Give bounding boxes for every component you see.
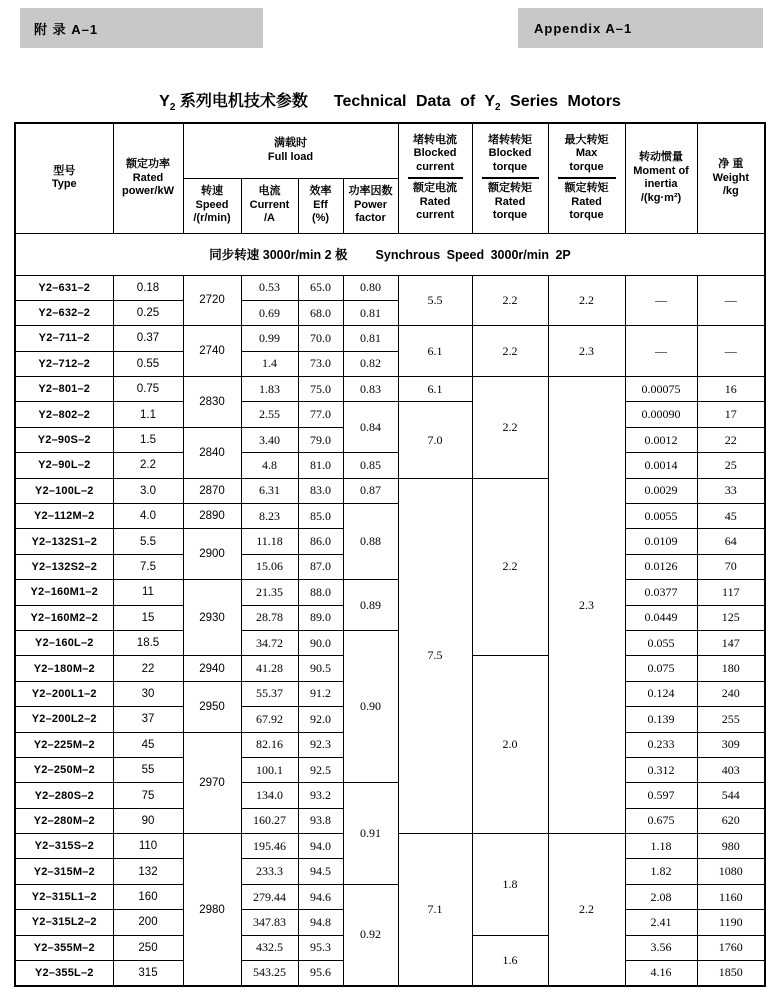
blocked-torque-cell: 2.2 [472,275,548,326]
col-header-max-torque: 最大转矩 Max torque 额定转矩 Rated torque [548,123,625,233]
power-cell: 110 [113,834,183,859]
eff-cell: 93.8 [298,808,343,833]
type-cell: Y2–280S–2 [15,783,113,808]
weight-cell: 17 [697,402,765,427]
col-header-power: 额定功率 Rated power/kW [113,123,183,233]
inertia-cell: 1.18 [625,834,697,859]
col-header-blocked-current: 堵转电流 Blocked current 额定电流 Rated current [398,123,472,233]
power-cell: 1.5 [113,427,183,452]
weight-cell: 309 [697,732,765,757]
inertia-cell: 2.08 [625,884,697,909]
power-factor-cell: 0.81 [343,300,398,325]
max-torque-cell: 2.2 [548,275,625,326]
power-cell: 0.25 [113,300,183,325]
speed-cell: 2980 [183,834,241,986]
inertia-cell: 0.312 [625,757,697,782]
power-cell: 75 [113,783,183,808]
type-cell: Y2–250M–2 [15,757,113,782]
type-cell: Y2–315L1–2 [15,884,113,909]
weight-cell: 180 [697,656,765,681]
blocked-current-cell: 6.1 [398,377,472,402]
speed-cell: 2930 [183,580,241,656]
current-cell: 4.8 [241,453,298,478]
power-cell: 37 [113,707,183,732]
type-cell: Y2–90L–2 [15,453,113,478]
power-cell: 0.37 [113,326,183,351]
blocked-torque-cell: 2.2 [472,326,548,377]
current-cell: 2.55 [241,402,298,427]
inertia-cell: 2.41 [625,910,697,935]
speed-cell: 2720 [183,275,241,326]
power-factor-cell: 0.83 [343,377,398,402]
eff-cell: 90.5 [298,656,343,681]
type-cell: Y2–631–2 [15,275,113,300]
power-factor-cell: 0.85 [343,453,398,478]
inertia-cell: 0.675 [625,808,697,833]
inertia-cell: 0.124 [625,681,697,706]
power-factor-cell: 0.87 [343,478,398,503]
power-cell: 0.55 [113,351,183,376]
blocked-current-cell: 6.1 [398,326,472,377]
table-row [15,783,765,808]
power-factor-cell: 0.89 [343,580,398,631]
weight-cell: 980 [697,834,765,859]
power-cell: 160 [113,884,183,909]
current-cell: 15.06 [241,554,298,579]
power-cell: 315 [113,961,183,986]
type-cell: Y2–132S1–2 [15,529,113,554]
motor-data-table [14,122,766,987]
inertia-cell: — [625,275,697,326]
table-row [15,326,765,351]
weight-cell: 1190 [697,910,765,935]
speed-cell: 2940 [183,656,241,681]
speed-cell: 2970 [183,732,241,834]
speed-cell: 2900 [183,529,241,580]
type-cell: Y2–315M–2 [15,859,113,884]
type-cell: Y2–315S–2 [15,834,113,859]
col-header-type: 型号 Type [15,123,113,233]
max-torque-cell: 2.3 [548,326,625,377]
current-cell: 195.46 [241,834,298,859]
eff-cell: 77.0 [298,402,343,427]
inertia-cell: 0.0029 [625,478,697,503]
weight-cell: 147 [697,630,765,655]
weight-cell: 544 [697,783,765,808]
weight-cell: 1760 [697,935,765,960]
current-cell: 1.83 [241,377,298,402]
inertia-cell: 0.055 [625,630,697,655]
current-cell: 0.99 [241,326,298,351]
table-body [15,233,765,986]
eff-cell: 89.0 [298,605,343,630]
power-cell: 55 [113,757,183,782]
weight-cell: 240 [697,681,765,706]
table-row [15,453,765,478]
inertia-cell: 0.0012 [625,427,697,452]
fraction-bar [482,177,539,179]
weight-cell: 403 [697,757,765,782]
blocked-torque-cell: 2.0 [472,656,548,834]
inertia-cell: 4.16 [625,961,697,986]
eff-cell: 75.0 [298,377,343,402]
weight-cell: 117 [697,580,765,605]
type-cell: Y2–711–2 [15,326,113,351]
inertia-cell: — [625,326,697,377]
eff-cell: 95.6 [298,961,343,986]
inertia-cell: 0.00090 [625,402,697,427]
inertia-cell: 0.139 [625,707,697,732]
eff-cell: 86.0 [298,529,343,554]
power-factor-cell: 0.88 [343,504,398,580]
col-header-full-load: 满载时 Full load [183,123,398,178]
current-cell: 82.16 [241,732,298,757]
weight-cell: 70 [697,554,765,579]
power-cell: 45 [113,732,183,757]
inertia-cell: 0.0109 [625,529,697,554]
speed-cell: 2840 [183,427,241,478]
section-title [15,233,765,275]
type-cell: Y2–100L–2 [15,478,113,503]
type-cell: Y2–802–2 [15,402,113,427]
current-cell: 21.35 [241,580,298,605]
power-cell: 2.2 [113,453,183,478]
col-header-eff: 效率 Eff (%) [298,178,343,233]
weight-cell: 45 [697,504,765,529]
power-factor-cell: 0.90 [343,630,398,782]
page-title-zh: $Y_2$ 系列电机技术参数 [159,93,308,114]
power-cell: 90 [113,808,183,833]
current-cell: 0.53 [241,275,298,300]
type-cell: Y2–132S2–2 [15,554,113,579]
power-factor-cell: 0.91 [343,783,398,885]
section-title-zh: 同步转速 3000r/min 2 极 [209,248,348,262]
current-cell: 34.72 [241,630,298,655]
eff-cell: 79.0 [298,427,343,452]
eff-cell: 92.5 [298,757,343,782]
weight-cell: 25 [697,453,765,478]
inertia-cell: 0.0055 [625,504,697,529]
current-cell: 8.23 [241,504,298,529]
appendix-label-zh: 附 录 A–1 [20,8,263,48]
power-cell: 11 [113,580,183,605]
inertia-cell: 0.0126 [625,554,697,579]
table-row [15,377,765,402]
current-cell: 100.1 [241,757,298,782]
col-header-blocked-torque: 堵转转矩 Blocked torque 额定转矩 Rated torque [472,123,548,233]
eff-cell: 94.0 [298,834,343,859]
inertia-cell: 0.0449 [625,605,697,630]
type-cell: Y2–315L2–2 [15,910,113,935]
current-cell: 1.4 [241,351,298,376]
power-cell: 132 [113,859,183,884]
speed-cell: 2950 [183,681,241,732]
power-cell: 22 [113,656,183,681]
type-cell: Y2–200L1–2 [15,681,113,706]
blocked-torque-cell: 1.6 [472,935,548,986]
page-title-en: Technical Data of $Y_2$ Series Motors [333,93,621,114]
eff-cell: 88.0 [298,580,343,605]
col-header-power-factor: 功率因数 Power factor [343,178,398,233]
eff-cell: 70.0 [298,326,343,351]
eff-cell: 91.2 [298,681,343,706]
power-cell: 15 [113,605,183,630]
inertia-cell: 0.075 [625,656,697,681]
type-cell: Y2–355L–2 [15,961,113,986]
eff-cell: 68.0 [298,300,343,325]
table-row [15,478,765,503]
col-header-inertia: 转动惯量 Moment of inertia /(kg·m²) [625,123,697,233]
type-cell: Y2–90S–2 [15,427,113,452]
inertia-cell: 0.00075 [625,377,697,402]
fraction-bar [558,177,616,179]
inertia-cell: 0.0014 [625,453,697,478]
type-cell: Y2–160M2–2 [15,605,113,630]
blocked-current-cell: 7.1 [398,834,472,986]
power-factor-cell: 0.92 [343,884,398,986]
current-cell: 0.69 [241,300,298,325]
current-cell: 11.18 [241,529,298,554]
motor-data-table-wrapper [14,122,766,987]
type-cell: Y2–801–2 [15,377,113,402]
speed-cell: 2870 [183,478,241,503]
blocked-current-cell: 7.0 [398,402,472,478]
power-factor-cell: 0.84 [343,402,398,453]
page-title [0,88,780,113]
power-cell: 200 [113,910,183,935]
fraction-bar [408,177,463,179]
col-header-current: 电流 Current /A [241,178,298,233]
table-row [15,630,765,655]
inertia-cell: 0.597 [625,783,697,808]
blocked-torque-cell: 2.2 [472,478,548,656]
max-torque-cell: 2.3 [548,377,625,834]
weight-cell: 1850 [697,961,765,986]
power-cell: 250 [113,935,183,960]
inertia-cell: 1.82 [625,859,697,884]
type-cell: Y2–160L–2 [15,630,113,655]
eff-cell: 92.0 [298,707,343,732]
type-cell: Y2–112M–2 [15,504,113,529]
col-header-weight: 净 重 Weight /kg [697,123,765,233]
type-cell: Y2–180M–2 [15,656,113,681]
current-cell: 134.0 [241,783,298,808]
eff-cell: 92.3 [298,732,343,757]
power-cell: 18.5 [113,630,183,655]
table-row [15,884,765,909]
power-factor-cell: 0.81 [343,326,398,351]
eff-cell: 95.3 [298,935,343,960]
blocked-current-cell: 5.5 [398,275,472,326]
eff-cell: 90.0 [298,630,343,655]
eff-cell: 93.2 [298,783,343,808]
eff-cell: 94.8 [298,910,343,935]
inertia-cell: 0.0377 [625,580,697,605]
current-cell: 55.37 [241,681,298,706]
current-cell: 160.27 [241,808,298,833]
power-cell: 7.5 [113,554,183,579]
blocked-torque-cell: 1.8 [472,834,548,936]
current-cell: 279.44 [241,884,298,909]
blocked-current-cell: 7.5 [398,478,472,833]
current-cell: 3.40 [241,427,298,452]
current-cell: 6.31 [241,478,298,503]
power-factor-cell: 0.80 [343,275,398,300]
power-cell: 1.1 [113,402,183,427]
weight-cell: 64 [697,529,765,554]
max-torque-cell: 2.2 [548,834,625,986]
inertia-cell: 3.56 [625,935,697,960]
table-header [15,123,765,233]
col-header-speed: 转速 Speed /(r/min) [183,178,241,233]
table-row [15,504,765,529]
power-cell: 30 [113,681,183,706]
type-cell: Y2–160M1–2 [15,580,113,605]
section-row [15,233,765,275]
blocked-torque-cell: 2.2 [472,377,548,479]
speed-cell: 2890 [183,504,241,529]
eff-cell: 65.0 [298,275,343,300]
type-cell: Y2–280M–2 [15,808,113,833]
eff-cell: 94.5 [298,859,343,884]
power-factor-cell: 0.82 [343,351,398,376]
current-cell: 233.3 [241,859,298,884]
type-cell: Y2–355M–2 [15,935,113,960]
power-cell: 4.0 [113,504,183,529]
section-title-en: Synchrous Speed 3000r/min 2P [375,248,571,262]
eff-cell: 94.6 [298,884,343,909]
weight-cell: 620 [697,808,765,833]
eff-cell: 87.0 [298,554,343,579]
table-row [15,402,765,427]
weight-cell: 1160 [697,884,765,909]
table-row [15,275,765,300]
power-cell: 0.75 [113,377,183,402]
current-cell: 28.78 [241,605,298,630]
eff-cell: 81.0 [298,453,343,478]
current-cell: 347.83 [241,910,298,935]
weight-cell: — [697,275,765,326]
appendix-label-en: Appendix A–1 [518,8,763,48]
weight-cell: 125 [697,605,765,630]
type-cell: Y2–225M–2 [15,732,113,757]
eff-cell: 83.0 [298,478,343,503]
eff-cell: 85.0 [298,504,343,529]
weight-cell: 16 [697,377,765,402]
type-cell: Y2–200L2–2 [15,707,113,732]
weight-cell: 1080 [697,859,765,884]
current-cell: 41.28 [241,656,298,681]
speed-cell: 2830 [183,377,241,428]
power-cell: 5.5 [113,529,183,554]
current-cell: 67.92 [241,707,298,732]
weight-cell: 22 [697,427,765,452]
eff-cell: 73.0 [298,351,343,376]
speed-cell: 2740 [183,326,241,377]
power-cell: 3.0 [113,478,183,503]
inertia-cell: 0.233 [625,732,697,757]
type-cell: Y2–632–2 [15,300,113,325]
weight-cell: 33 [697,478,765,503]
weight-cell: 255 [697,707,765,732]
weight-cell: — [697,326,765,377]
power-cell: 0.18 [113,275,183,300]
type-cell: Y2–712–2 [15,351,113,376]
current-cell: 543.25 [241,961,298,986]
current-cell: 432.5 [241,935,298,960]
table-row [15,580,765,605]
